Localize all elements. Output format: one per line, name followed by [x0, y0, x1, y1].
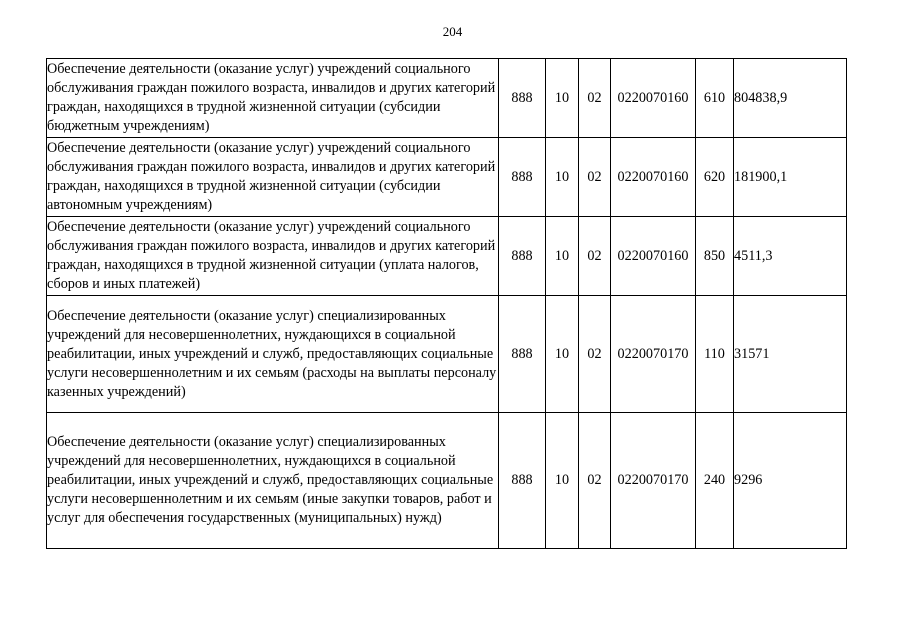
subsection-code-cell: 02: [579, 296, 611, 413]
expense-name-cell: Обеспечение деятельности (оказание услуг) специализированных учреждений для несовершеннолетних, нуждающихся в социальной реабилитации, иных учреждений и служб, предоставляющих социальные услуги несовершеннолетним и их семьям (расходы на выплаты персоналу казенных учреждений): [47, 296, 499, 413]
expense-type-cell: 610: [696, 59, 734, 138]
expense-name-cell: Обеспечение деятельности (оказание услуг) специализированных учреждений для несовершеннолетних, нуждающихся в социальной реабилитации, иных учреждений и служб, предоставляющих социальные услуги несовершеннолетним и их семьям (иные закупки товаров, работ и услуг для обеспечения государственных (муниципальных) нужд): [47, 413, 499, 549]
section-code-cell: 10: [546, 59, 579, 138]
target-article-cell: 0220070160: [611, 59, 696, 138]
table-row: [47, 59, 847, 138]
table-row: [47, 413, 847, 549]
target-article-cell: 0220070160: [611, 138, 696, 217]
table-row: [47, 138, 847, 217]
subsection-code-cell: 02: [579, 413, 611, 549]
section-code-cell: 10: [546, 413, 579, 549]
expense-name-cell: Обеспечение деятельности (оказание услуг) учреждений социального обслуживания граждан пожилого возраста, инвалидов и других категорий граждан, находящихся в трудной жизненной ситуации (уплата налогов, сборов и иных платежей): [47, 217, 499, 296]
expense-type-cell: 110: [696, 296, 734, 413]
amount-cell: 4511,3: [734, 217, 847, 296]
section-code-cell: 10: [546, 138, 579, 217]
ministry-code-cell: 888: [499, 59, 546, 138]
subsection-code-cell: 02: [579, 138, 611, 217]
subsection-code-cell: 02: [579, 217, 611, 296]
ministry-code-cell: 888: [499, 217, 546, 296]
section-code-cell: 10: [546, 296, 579, 413]
target-article-cell: 0220070170: [611, 413, 696, 549]
ministry-code-cell: 888: [499, 138, 546, 217]
expense-type-cell: 620: [696, 138, 734, 217]
expense-type-cell: 240: [696, 413, 734, 549]
amount-cell: 9296: [734, 413, 847, 549]
page-number: 204: [442, 24, 463, 39]
expense-name-cell: Обеспечение деятельности (оказание услуг) учреждений социального обслуживания граждан пожилого возраста, инвалидов и других категорий граждан, находящихся в трудной жизненной ситуации (субсидии автономным учреждениям): [47, 138, 499, 217]
ministry-code-cell: 888: [499, 413, 546, 549]
section-code-cell: 10: [546, 217, 579, 296]
ministry-code-cell: 888: [499, 296, 546, 413]
amount-cell: 804838,9: [734, 59, 847, 138]
amount-cell: 31571: [734, 296, 847, 413]
expense-type-cell: 850: [696, 217, 734, 296]
subsection-code-cell: 02: [579, 59, 611, 138]
expense-name-cell: Обеспечение деятельности (оказание услуг) учреждений социального обслуживания граждан пожилого возраста, инвалидов и других категорий граждан, находящихся в трудной жизненной ситуации (субсидии бюджетным учреждениям): [47, 59, 499, 138]
target-article-cell: 0220070170: [611, 296, 696, 413]
amount-cell: 181900,1: [734, 138, 847, 217]
table-row: [47, 296, 847, 413]
budget-table: [46, 58, 847, 549]
table-row: [47, 217, 847, 296]
target-article-cell: 0220070160: [611, 217, 696, 296]
